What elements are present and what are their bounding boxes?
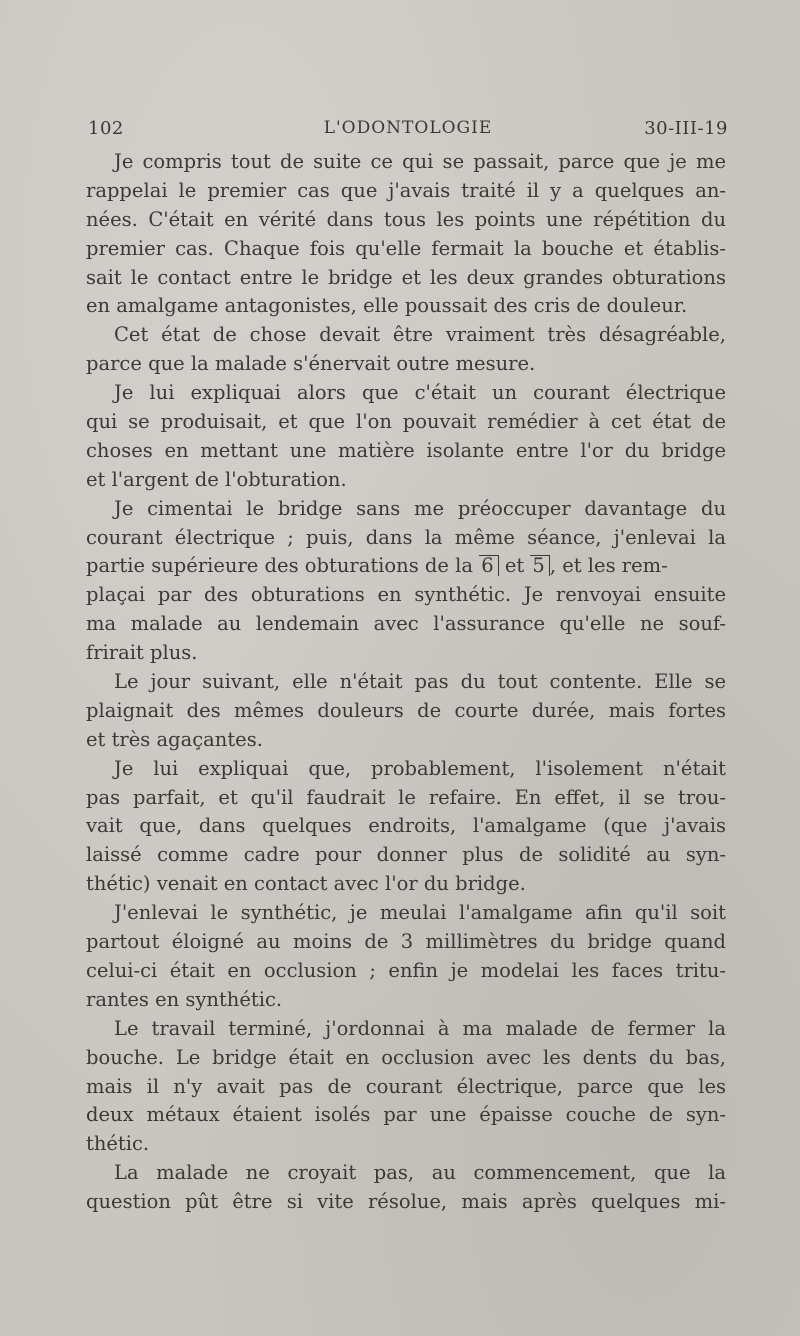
text-line: rappelai le premier cas que j'avais traité il y a quelques an- (86, 178, 726, 202)
tooth-notation-b: 5 (530, 555, 549, 576)
text-line: thétic. (86, 1132, 150, 1156)
text-line: qui se produisait, et que l'on pouvait remédier à cet état de (86, 410, 726, 434)
text-line: en amalgame antagonistes, elle poussait des cris de douleur. (86, 294, 688, 318)
text-line: frirait plus. (86, 641, 198, 665)
text-line: bouche. Le bridge était en occlusion avec les dents du bas, (86, 1045, 726, 1069)
running-head (88, 118, 728, 142)
text-line: premier cas. Chaque fois qu'elle fermait la bouche et établis- (86, 236, 726, 260)
text-line: sait le contact entre le bridge et les deux grandes obturations (86, 265, 726, 289)
text-line: Je cimentai le bridge sans me préoccuper davantage du (114, 496, 726, 520)
text-line: deux métaux étaient isolés par une épaisse couche de syn- (86, 1103, 726, 1127)
issue-date: 30-III-19 (644, 118, 728, 139)
text-line: J'enlevai le synthétic, je meulai l'amalgame afin qu'il soit (114, 901, 726, 925)
text-line: partout éloigné au moins de 3 millimètres du bridge quand (86, 930, 726, 954)
text-line: courant électrique ; puis, dans la même séance, j'enlevai la (86, 525, 726, 549)
text-line: mais il n'y avait pas de courant électrique, parce que les (86, 1074, 726, 1098)
text-line: choses en mettant une matière isolante entre l'or du bridge (86, 438, 726, 462)
text-line: pas parfait, et qu'il faudrait le refaire. En effet, il se trou- (86, 785, 726, 809)
text-line: Le jour suivant, elle n'était pas du tout contente. Elle se (114, 670, 726, 694)
text-line: et l'argent de l'obturation. (86, 467, 347, 491)
text-line: plaçai par des obturations en synthétic. Je renvoyai ensuite (86, 583, 726, 607)
text-line: nées. C'était en vérité dans tous les points une répétition du (86, 207, 726, 231)
journal-title: L'ODONTOLOGIE (323, 118, 493, 138)
text-line: celui-ci était en occlusion ; enfin je modelai les faces tritu- (86, 958, 726, 982)
text-line: parce que la malade s'énervait outre mesure. (86, 352, 536, 376)
line-text-after: , et les rem- (549, 554, 668, 578)
text-line: Je lui expliquai alors que c'était un courant électrique (114, 381, 726, 405)
text-line: La malade ne croyait pas, au commencement, que la (114, 1161, 726, 1185)
page-number: 102 (88, 118, 124, 139)
text-line: thétic) venait en contact avec l'or du bridge. (86, 872, 526, 896)
text-line: et très agaçantes. (86, 727, 263, 751)
text-line: plaignait des mêmes douleurs de courte durée, mais fortes (86, 698, 726, 722)
line-text-mid: et (498, 554, 531, 578)
text-line: question pût être si vite résolue, mais après quelques mi- (86, 1190, 726, 1214)
text-line: ma malade au lendemain avec l'assurance qu'elle ne souf- (86, 612, 726, 636)
line-text: partie supérieure des obturations de la (86, 554, 480, 578)
tooth-notation-a: 6 (479, 555, 498, 576)
text-line (86, 552, 726, 581)
text-line: Le travail terminé, j'ordonnai à ma malade de fermer la (114, 1016, 726, 1040)
body-text (86, 148, 726, 1217)
text-line: laissé comme cadre pour donner plus de solidité au syn- (86, 843, 726, 867)
text-line: Je compris tout de suite ce qui se passait, parce que je me (114, 150, 726, 173)
text-line: vait que, dans quelques endroits, l'amalgame (que j'avais (86, 814, 726, 838)
text-line: Je lui expliquai que, probablement, l'isolement n'était (114, 756, 726, 780)
text-line: rantes en synthétic. (86, 987, 283, 1011)
text-line: Cet état de chose devait être vraiment très désagréable, (114, 323, 726, 347)
